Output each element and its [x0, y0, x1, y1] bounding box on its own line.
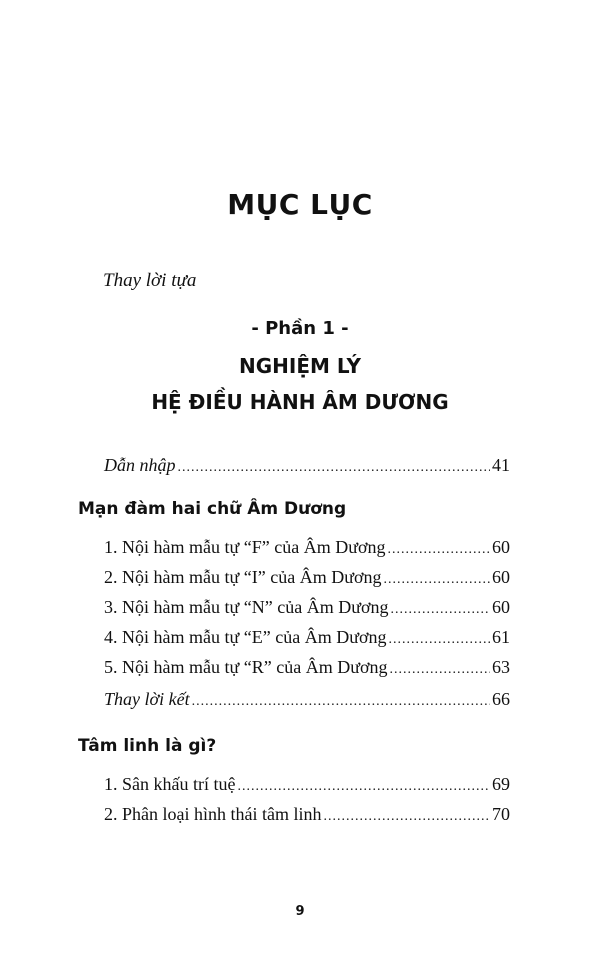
part-title-line-1: NGHIỆM LÝ — [239, 354, 361, 378]
dot-leader — [323, 809, 490, 825]
toc-entry-page: 69 — [492, 774, 510, 794]
dot-leader — [389, 662, 490, 678]
page-number: 9 — [295, 904, 305, 919]
toc-entry-label: 4. Nội hàm mẫu tự “E” của Âm Dương — [104, 627, 387, 647]
dot-leader — [387, 542, 490, 558]
toc-entry-intro — [104, 455, 510, 481]
toc-entry — [104, 597, 510, 623]
toc-entry — [104, 627, 510, 653]
toc-entry-label: 2. Phân loại hình thái tâm linh — [104, 804, 322, 824]
dot-leader — [178, 460, 491, 476]
toc-entry-page: 66 — [492, 689, 510, 709]
page-title: MỤC LỤC — [227, 188, 373, 221]
part-title-line-2: HỆ ĐIỀU HÀNH ÂM DƯƠNG — [151, 390, 449, 414]
part-label: - Phần 1 - — [251, 318, 349, 339]
preface-entry: Thay lời tựa — [103, 270, 197, 291]
dot-leader — [237, 779, 490, 795]
toc-entry-label: 2. Nội hàm mẫu tự “I” của Âm Dương — [104, 567, 382, 587]
dot-leader — [383, 572, 490, 588]
toc-entry — [104, 804, 510, 830]
toc-entry-page: 60 — [492, 567, 510, 587]
toc-entry-label: Dẫn nhập — [104, 455, 176, 475]
toc-entry-page: 61 — [492, 627, 510, 647]
toc-entry-label: 5. Nội hàm mẫu tự “R” của Âm Dương — [104, 657, 388, 677]
toc-entry-page: 60 — [492, 537, 510, 557]
toc-entry-label: 1. Sân khấu trí tuệ — [104, 774, 236, 794]
dot-leader — [390, 602, 490, 618]
toc-entry — [104, 657, 510, 683]
toc-entry-page: 70 — [492, 804, 510, 824]
toc-entry-label: 3. Nội hàm mẫu tự “N” của Âm Dương — [104, 597, 389, 617]
section-heading-am-duong: Mạn đàm hai chữ Âm Dương — [78, 499, 347, 519]
dot-leader — [388, 632, 490, 648]
section-heading-tam-linh: Tâm linh là gì? — [78, 736, 217, 756]
toc-entry-page: 63 — [492, 657, 510, 677]
toc-entry-page: 41 — [492, 455, 510, 475]
toc-entry — [104, 689, 510, 715]
toc-entry-label: Thay lời kết — [104, 689, 190, 709]
toc-entry-page: 60 — [492, 597, 510, 617]
dot-leader — [192, 694, 490, 710]
toc-entry — [104, 567, 510, 593]
toc-entry — [104, 774, 510, 800]
toc-entry-label: 1. Nội hàm mẫu tự “F” của Âm Dương — [104, 537, 386, 557]
toc-entry — [104, 537, 510, 563]
